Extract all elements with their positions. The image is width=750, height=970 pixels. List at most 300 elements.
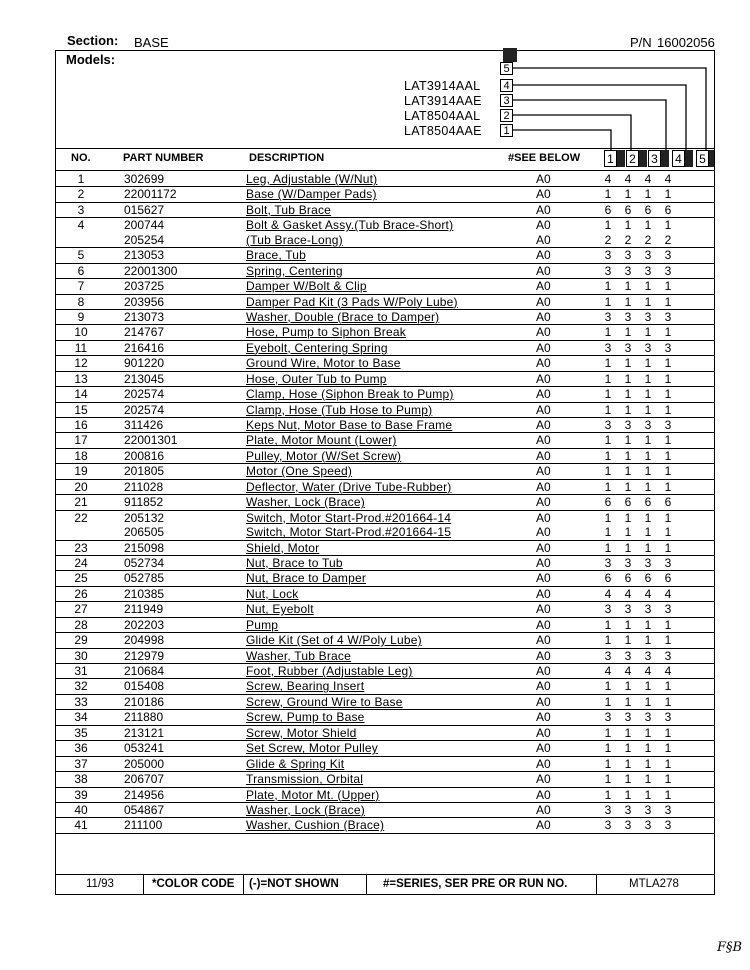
row-number: 16 [74, 418, 88, 432]
quantity-model-1: 3 [604, 648, 612, 663]
part-number: 200816 [124, 448, 165, 463]
quantity-model-1: 1 [604, 325, 612, 340]
row-number: 23 [74, 540, 88, 555]
quantity-model-1: 1 [604, 633, 612, 648]
table-row [56, 279, 714, 294]
part-description: Washer, Lock (Brace) [246, 802, 365, 817]
part-number: 211028 [124, 479, 164, 494]
see-below-code: A0 [536, 479, 551, 494]
part-description: Clamp, Hose (Siphon Break to Pump) [246, 387, 454, 402]
quantity-model-4: 1 [664, 387, 672, 402]
header-bottom-rule [55, 170, 715, 171]
see-below-code: A0 [536, 202, 551, 217]
quantity-model-1: 1 [604, 402, 612, 417]
table-row [56, 480, 714, 495]
quantity-model-3: 1 [644, 525, 652, 540]
see-below-code: A0 [536, 387, 551, 402]
quantity-model-2: 3 [624, 263, 632, 278]
row-number: 29 [74, 633, 88, 648]
models-label: Models: [66, 52, 116, 67]
part-number: 214767 [124, 325, 165, 340]
quantity-model-2: 2 [624, 232, 632, 247]
see-below-code: A0 [536, 218, 551, 233]
quantity-model-1: 6 [604, 202, 612, 217]
row-number: 10 [74, 325, 88, 340]
part-number: 203725 [124, 279, 165, 294]
part-number: 202574 [124, 387, 165, 402]
table-row [56, 587, 714, 602]
quantity-model-4: 1 [664, 218, 672, 233]
table-row [56, 695, 714, 710]
table-row [56, 556, 714, 571]
quantity-model-4: 1 [664, 540, 672, 555]
part-number: 205132 [124, 510, 165, 525]
quantity-model-3: 6 [644, 495, 652, 510]
quantity-model-3: 1 [644, 371, 652, 386]
table-row [56, 741, 714, 756]
quantity-model-4: 6 [664, 202, 672, 217]
col-header-no: NO. [71, 152, 91, 164]
see-below-code: A0 [536, 464, 551, 479]
row-number: 5 [77, 248, 85, 263]
see-below-code: A0 [536, 263, 551, 278]
quantity-model-4: 1 [664, 187, 672, 202]
quantity-model-3: 1 [644, 725, 652, 740]
quantity-model-3: 1 [644, 448, 652, 463]
quantity-model-4: 1 [664, 772, 672, 787]
footer-series: #=SERIES, SER PRE OR RUN NO. [383, 878, 568, 890]
row-number: 28 [74, 617, 88, 632]
corner-mark: F§B [717, 940, 743, 955]
part-description: Hose, Pump to Siphon Break [246, 325, 406, 340]
table-row [56, 187, 714, 202]
quantity-model-1: 1 [604, 617, 612, 632]
part-description: Brace, Tub [246, 248, 307, 263]
part-description: Deflector, Water (Drive Tube-Rubber) [246, 479, 452, 494]
part-number: 302699 [124, 172, 165, 186]
col-header-divider-2 [639, 150, 647, 167]
table-row [56, 511, 714, 525]
quantity-model-4: 1 [664, 448, 672, 463]
row-number: 32 [74, 679, 88, 694]
quantity-model-1: 1 [604, 433, 612, 448]
quantity-model-3: 1 [644, 479, 652, 494]
row-number: 1 [77, 172, 85, 186]
quantity-model-4: 1 [664, 371, 672, 386]
see-below-code: A0 [536, 725, 551, 740]
part-number: 205000 [124, 756, 165, 771]
table-row [56, 679, 714, 694]
quantity-model-2: 3 [624, 555, 632, 570]
part-description: Washer, Cushion (Brace) [246, 818, 385, 833]
quantity-model-2: 1 [624, 679, 632, 694]
model-box-5: 5 [500, 62, 513, 75]
row-number: 2 [77, 187, 85, 202]
quantity-model-3: 1 [644, 540, 652, 555]
quantity-model-2: 1 [624, 294, 632, 309]
quantity-model-2: 1 [624, 279, 632, 294]
row-number: 8 [77, 294, 85, 309]
col-header-divider-5 [709, 150, 714, 167]
quantity-model-1: 4 [604, 664, 612, 678]
quantity-model-2: 1 [624, 187, 632, 202]
row-number: 14 [74, 387, 88, 402]
quantity-model-4: 1 [664, 294, 672, 309]
quantity-model-4: 1 [664, 756, 672, 771]
row-number: 34 [74, 710, 88, 725]
part-description: Foot, Rubber (Adjustable Leg) [246, 664, 413, 678]
quantity-model-1: 3 [604, 802, 612, 817]
see-below-code: A0 [536, 525, 551, 540]
quantity-model-2: 4 [624, 172, 632, 186]
part-description: Washer, Lock (Brace) [246, 495, 365, 510]
part-description: Screw, Motor Shield [246, 725, 357, 740]
part-number: 204998 [124, 633, 165, 648]
quantity-model-3: 3 [644, 818, 652, 833]
part-description: Washer, Double (Brace to Damper) [246, 309, 440, 324]
see-below-code: A0 [536, 371, 551, 386]
footer-code: MTLA278 [629, 878, 679, 890]
col-header-num-1: 1 [604, 150, 617, 167]
see-below-code: A0 [536, 648, 551, 663]
col-header-divider-3 [661, 150, 669, 167]
see-below-code: A0 [536, 602, 551, 617]
part-description: Base (W/Damper Pads) [246, 187, 377, 202]
part-description: Ground Wire, Motor to Base [246, 356, 401, 371]
header-top-rule [55, 148, 715, 149]
quantity-model-2: 1 [624, 741, 632, 756]
quantity-model-1: 3 [604, 710, 612, 725]
part-description: Glide Kit (Set of 4 W/Poly Lube) [246, 633, 422, 648]
quantity-model-2: 1 [624, 617, 632, 632]
quantity-model-1: 1 [604, 540, 612, 555]
quantity-model-2: 1 [624, 479, 632, 494]
col-header-part-number: PART NUMBER [123, 152, 204, 164]
quantity-model-3: 1 [644, 464, 652, 479]
connector-line-1 [513, 130, 611, 150]
part-description: Damper W/Bolt & Clip [246, 279, 367, 294]
model-box-1: 1 [500, 124, 513, 137]
part-number: 216416 [124, 340, 165, 355]
table-row [56, 649, 714, 664]
pn-value: 16002056 [657, 35, 715, 50]
quantity-model-1: 3 [604, 248, 612, 263]
table-row [56, 449, 714, 464]
part-number: 203956 [124, 294, 165, 309]
part-number: 22001300 [124, 263, 178, 278]
see-below-code: A0 [536, 248, 551, 263]
row-number: 19 [74, 464, 88, 479]
part-number: 210385 [124, 586, 165, 601]
footer-not-shown: (-)=NOT SHOWN [249, 878, 339, 890]
row-number: 21 [74, 495, 88, 510]
footer-divider-3 [366, 874, 367, 894]
part-description: Screw, Bearing Insert [246, 679, 365, 694]
table-row [56, 788, 714, 803]
row-number: 22 [74, 510, 88, 525]
quantity-model-4: 1 [664, 433, 672, 448]
quantity-model-2: 1 [624, 356, 632, 371]
col-header-num-3: 3 [648, 150, 661, 167]
col-header-see-below: #SEE BELOW [508, 152, 581, 164]
part-number: 053241 [124, 741, 165, 756]
quantity-model-4: 1 [664, 741, 672, 756]
part-number: 213121 [124, 725, 165, 740]
part-description: Plate, Motor Mount (Lower) [246, 433, 397, 448]
col-header-num-4: 4 [672, 150, 685, 167]
quantity-model-1: 6 [604, 571, 612, 586]
table-row [56, 233, 714, 248]
model-box-3: 3 [500, 94, 513, 107]
quantity-model-2: 6 [624, 495, 632, 510]
row-number: 15 [74, 402, 88, 417]
see-below-code: A0 [536, 433, 551, 448]
quantity-model-2: 1 [624, 756, 632, 771]
footer-top-rule [55, 874, 715, 875]
part-number: 015627 [124, 202, 165, 217]
quantity-model-1: 1 [604, 479, 612, 494]
table-row [56, 403, 714, 418]
quantity-model-3: 3 [644, 263, 652, 278]
row-number: 18 [74, 448, 88, 463]
quantity-model-4: 1 [664, 679, 672, 694]
part-description: Bolt, Tub Brace [246, 202, 332, 217]
part-description: Pump [246, 617, 279, 632]
table-row [56, 772, 714, 787]
table-row [56, 433, 714, 448]
see-below-code: A0 [536, 617, 551, 632]
row-number: 3 [77, 202, 85, 217]
quantity-model-4: 3 [664, 648, 672, 663]
quantity-model-2: 4 [624, 664, 632, 678]
part-description: Damper Pad Kit (3 Pads W/Poly Lube) [246, 294, 458, 309]
quantity-model-3: 1 [644, 433, 652, 448]
row-number: 4 [77, 218, 85, 233]
quantity-model-3: 3 [644, 340, 652, 355]
table-row [56, 248, 714, 263]
row-number: 25 [74, 571, 88, 586]
table-row [56, 418, 714, 433]
part-number: 205254 [124, 232, 165, 247]
see-below-code: A0 [536, 279, 551, 294]
part-number: 213053 [124, 248, 165, 263]
table-row [56, 818, 714, 833]
see-below-code: A0 [536, 694, 551, 709]
quantity-model-2: 1 [624, 371, 632, 386]
quantity-model-3: 4 [644, 172, 652, 186]
table-row [56, 633, 714, 648]
quantity-model-1: 1 [604, 464, 612, 479]
part-number: 22001172 [124, 187, 177, 202]
part-description: Plate, Motor Mt. (Upper) [246, 787, 380, 802]
see-below-code: A0 [536, 495, 551, 510]
quantity-model-3: 6 [644, 571, 652, 586]
quantity-model-1: 4 [604, 586, 612, 601]
footer-color-code: *COLOR CODE [152, 878, 235, 890]
quantity-model-1: 4 [604, 172, 612, 186]
quantity-model-2: 6 [624, 571, 632, 586]
quantity-model-3: 1 [644, 325, 652, 340]
quantity-model-1: 1 [604, 510, 612, 525]
see-below-code: A0 [536, 340, 551, 355]
quantity-model-2: 1 [624, 510, 632, 525]
part-description: Glide & Spring Kit [246, 756, 345, 771]
quantity-model-1: 1 [604, 356, 612, 371]
row-number: 11 [74, 340, 88, 355]
part-description: Nut, Brace to Damper [246, 571, 367, 586]
quantity-model-3: 4 [644, 586, 652, 601]
part-description: Shield, Motor [246, 540, 320, 555]
quantity-model-3: 1 [644, 756, 652, 771]
quantity-model-4: 1 [664, 479, 672, 494]
quantity-model-1: 1 [604, 279, 612, 294]
part-number: 015408 [124, 679, 165, 694]
quantity-model-4: 1 [664, 787, 672, 802]
quantity-model-2: 3 [624, 710, 632, 725]
quantity-model-3: 3 [644, 802, 652, 817]
see-below-code: A0 [536, 294, 551, 309]
see-below-code: A0 [536, 772, 551, 787]
col-header-divider-1 [617, 150, 625, 167]
quantity-model-2: 3 [624, 309, 632, 324]
quantity-model-3: 1 [644, 218, 652, 233]
quantity-model-2: 1 [624, 387, 632, 402]
quantity-model-1: 3 [604, 602, 612, 617]
quantity-model-2: 3 [624, 248, 632, 263]
table-row [56, 664, 714, 679]
quantity-model-3: 1 [644, 510, 652, 525]
quantity-model-1: 6 [604, 495, 612, 510]
quantity-model-1: 1 [604, 725, 612, 740]
row-number: 13 [74, 371, 88, 386]
quantity-model-3: 3 [644, 555, 652, 570]
table-row [56, 310, 714, 325]
quantity-model-4: 1 [664, 633, 672, 648]
quantity-model-4: 6 [664, 495, 672, 510]
footer-divider-4 [596, 874, 597, 894]
see-below-code: A0 [536, 510, 551, 525]
part-description: Motor (One Speed) [246, 464, 353, 479]
part-description: Hose, Outer Tub to Pump [246, 371, 387, 386]
quantity-model-2: 1 [624, 325, 632, 340]
quantity-model-3: 1 [644, 679, 652, 694]
quantity-model-1: 1 [604, 525, 612, 540]
part-description: Transmission, Orbital [246, 772, 364, 787]
quantity-model-4: 1 [664, 356, 672, 371]
quantity-model-4: 1 [664, 464, 672, 479]
quantity-model-2: 4 [624, 586, 632, 601]
quantity-model-3: 1 [644, 617, 652, 632]
quantity-model-2: 3 [624, 602, 632, 617]
table-row [56, 571, 714, 586]
part-description: Washer, Tub Brace [246, 648, 352, 663]
part-number: 202203 [124, 617, 165, 632]
quantity-model-4: 1 [664, 694, 672, 709]
parts-table-body [56, 172, 714, 834]
see-below-code: A0 [536, 309, 551, 324]
table-row [56, 387, 714, 402]
quantity-model-3: 1 [644, 741, 652, 756]
part-number: 22001301 [124, 433, 178, 448]
quantity-model-3: 3 [644, 602, 652, 617]
quantity-model-4: 1 [664, 402, 672, 417]
footer-divider-2 [243, 874, 244, 894]
row-number: 30 [74, 648, 88, 663]
see-below-code: A0 [536, 664, 551, 678]
quantity-model-4: 3 [664, 818, 672, 833]
see-below-code: A0 [536, 741, 551, 756]
col-header-description: DESCRIPTION [249, 152, 325, 164]
col-header-num-2: 2 [626, 150, 639, 167]
part-number: 211880 [124, 710, 164, 725]
quantity-model-2: 3 [624, 418, 632, 432]
quantity-model-4: 4 [664, 586, 672, 601]
row-number: 27 [74, 602, 88, 617]
row-number: 37 [74, 756, 88, 771]
quantity-model-3: 1 [644, 279, 652, 294]
quantity-model-3: 3 [644, 418, 652, 432]
part-description: Switch, Motor Start-Prod.#201664-14 [246, 510, 452, 525]
see-below-code: A0 [536, 802, 551, 817]
quantity-model-4: 4 [664, 664, 672, 678]
part-number: 214956 [124, 787, 165, 802]
quantity-model-4: 3 [664, 263, 672, 278]
quantity-model-3: 1 [644, 402, 652, 417]
quantity-model-4: 1 [664, 525, 672, 540]
table-row [56, 172, 714, 187]
part-number: 210186 [124, 694, 165, 709]
row-number: 6 [77, 263, 85, 278]
quantity-model-2: 1 [624, 725, 632, 740]
model-name-4: LAT8504AAE [404, 124, 482, 138]
quantity-model-4: 3 [664, 802, 672, 817]
part-description: Nut, Eyebolt [246, 602, 314, 617]
row-number: 12 [74, 356, 88, 371]
see-below-code: A0 [536, 418, 551, 432]
quantity-model-4: 4 [664, 172, 672, 186]
quantity-model-3: 1 [644, 694, 652, 709]
table-row [56, 464, 714, 479]
quantity-model-3: 2 [644, 232, 652, 247]
quantity-model-1: 2 [604, 232, 612, 247]
col-header-num-5: 5 [696, 150, 709, 167]
part-number: 202574 [124, 402, 165, 417]
connector-line-5 [513, 68, 706, 150]
quantity-model-3: 1 [644, 356, 652, 371]
quantity-model-4: 1 [664, 325, 672, 340]
quantity-model-2: 1 [624, 633, 632, 648]
table-row [56, 710, 714, 725]
quantity-model-1: 1 [604, 679, 612, 694]
part-number: 206707 [124, 772, 165, 787]
part-number: 210684 [124, 664, 165, 678]
see-below-code: A0 [536, 448, 551, 463]
part-description: Spring, Centering [246, 263, 343, 278]
model-name-3: LAT8504AAL [404, 109, 481, 123]
part-number: 206505 [124, 525, 165, 540]
quantity-model-2: 1 [624, 402, 632, 417]
part-number: 211949 [124, 602, 164, 617]
part-description: Set Screw, Motor Pulley [246, 741, 378, 756]
row-number: 26 [74, 586, 88, 601]
quantity-model-3: 1 [644, 772, 652, 787]
see-below-code: A0 [536, 172, 551, 186]
quantity-model-3: 1 [644, 633, 652, 648]
quantity-model-3: 1 [644, 387, 652, 402]
quantity-model-2: 1 [624, 540, 632, 555]
quantity-model-1: 1 [604, 387, 612, 402]
quantity-model-1: 1 [604, 218, 612, 233]
